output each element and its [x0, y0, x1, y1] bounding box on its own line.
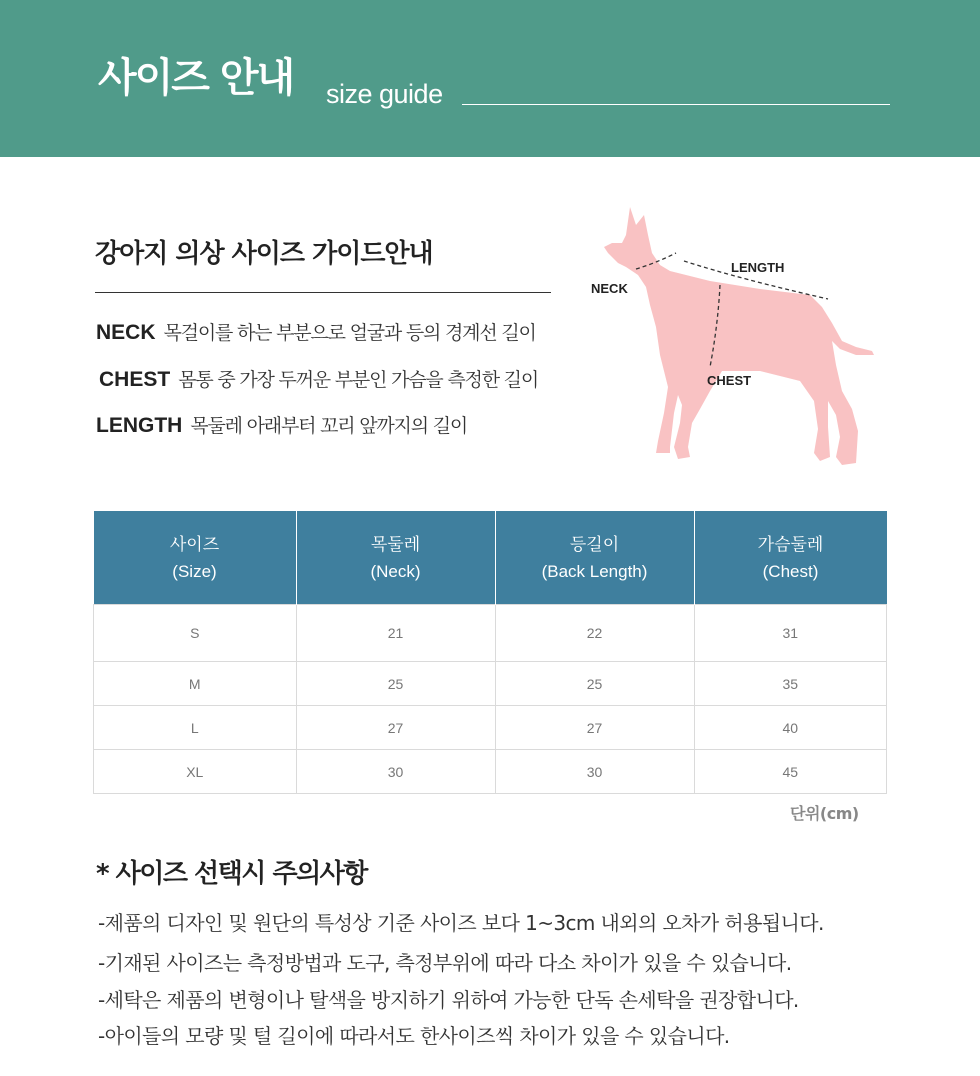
header-label-en: (Neck): [370, 561, 421, 581]
table-cell: XL: [94, 750, 297, 794]
table-cell: 27: [296, 706, 495, 750]
definition-neck: [96, 319, 536, 347]
table-row: [94, 706, 887, 750]
header-label-en: (Size): [172, 561, 217, 581]
definition-term: CHEST: [99, 368, 171, 391]
definition-text: 몸통 중 가장 두꺼운 부분인 가슴을 측정한 길이: [178, 369, 538, 391]
header-neck: [296, 511, 495, 605]
table-cell: 30: [296, 750, 495, 794]
definition-term: NECK: [96, 321, 156, 344]
notes-title: * 사이즈 선택시 주의사항: [96, 859, 367, 889]
dog-silhouette-icon: [604, 207, 874, 465]
table-cell: 30: [495, 750, 694, 794]
size-table: [93, 511, 887, 794]
guide-divider: [95, 292, 551, 293]
header-back-length: [495, 511, 694, 605]
definition-term: LENGTH: [96, 414, 183, 437]
table-cell: 21: [296, 605, 495, 662]
chest-label: CHEST: [707, 373, 752, 388]
dog-measurement-diagram: [560, 195, 890, 475]
header-chest: [694, 511, 887, 605]
table-row: [94, 662, 887, 706]
table-cell: 27: [495, 706, 694, 750]
table-cell: 25: [495, 662, 694, 706]
table-cell: L: [94, 706, 297, 750]
length-label: LENGTH: [731, 260, 785, 275]
table-cell: S: [94, 605, 297, 662]
table-cell: 45: [694, 750, 887, 794]
header-label-ko: 가슴둘레: [757, 534, 824, 554]
table-cell: 25: [296, 662, 495, 706]
guide-title: 강아지 의상 사이즈 가이드안내: [95, 239, 433, 269]
page-title: 사이즈 안내: [98, 55, 294, 101]
table-cell: 31: [694, 605, 887, 662]
neck-label: NECK: [591, 281, 628, 296]
header-label-en: (Back Length): [541, 561, 648, 581]
definition-text: 목걸이를 하는 부분으로 얼굴과 등의 경계선 길이: [163, 322, 536, 344]
table-cell: 40: [694, 706, 887, 750]
table-header-row: [94, 511, 887, 605]
note-item: -제품의 디자인 및 원단의 특성상 기준 사이즈 보다 1~3cm 내외의 오차가 허용됩니다.: [98, 911, 824, 935]
table-row: [94, 750, 887, 794]
header-divider: [462, 104, 890, 105]
definition-text: 목둘레 아래부터 꼬리 앞까지의 길이: [190, 415, 467, 437]
table-cell: M: [94, 662, 297, 706]
note-item: -세탁은 제품의 변형이나 탈색을 방지하기 위하여 가능한 단독 손세탁을 권장합니다.: [98, 988, 799, 1012]
table-cell: 35: [694, 662, 887, 706]
note-item: -기재된 사이즈는 측정방법과 도구, 측정부위에 따라 다소 차이가 있을 수 있습니다.: [98, 951, 792, 975]
note-item: -아이들의 모량 및 털 길이에 따라서도 한사이즈씩 차이가 있을 수 있습니다.: [98, 1024, 730, 1048]
header-banner: [0, 0, 980, 157]
definition-length: [96, 412, 467, 440]
header-label-en: (Chest): [762, 561, 819, 581]
header-label-ko: 등길이: [569, 534, 620, 554]
table-cell: 22: [495, 605, 694, 662]
definition-chest: [99, 366, 538, 394]
unit-label: 단위(cm): [790, 804, 859, 823]
table-row: [94, 605, 887, 662]
header-size: [94, 511, 297, 605]
header-label-ko: 목둘레: [370, 534, 421, 554]
header-label-ko: 사이즈: [169, 534, 220, 554]
page-subtitle: size guide: [326, 79, 443, 109]
